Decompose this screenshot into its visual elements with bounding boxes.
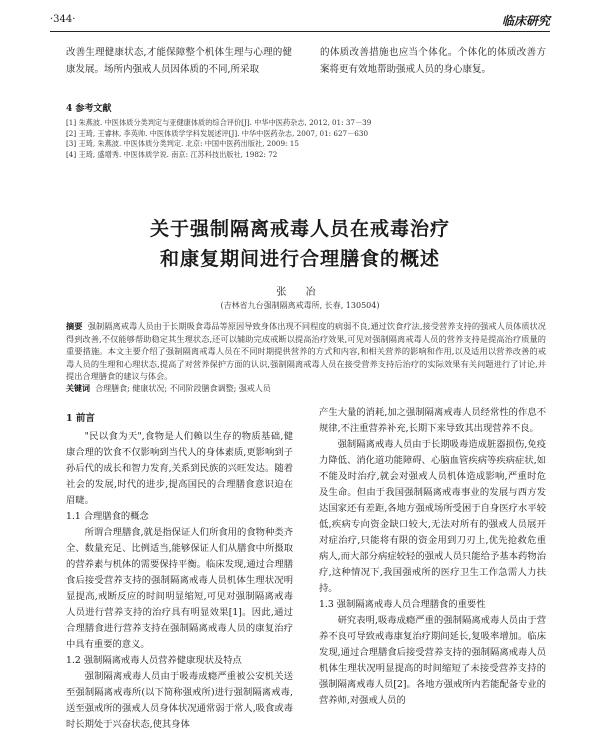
title-line-1: 关于强制隔离戒毒人员在戒毒治疗 bbox=[149, 218, 450, 240]
paragraph: 产生大量的消耗,加之强制隔离戒毒人员经常性的作息不规律,不注重营养补充,长期下来导致其出现营养不良。 bbox=[319, 407, 546, 434]
keywords bbox=[66, 383, 546, 394]
keywords-label: 关键词 bbox=[66, 383, 90, 393]
author-affiliation: (吉林省九台强制隔离戒毒所, 长春, 130504) bbox=[220, 301, 380, 310]
heading-1-3: 1.3 强制隔离戒毒人员合理膳食的重要性 bbox=[319, 599, 486, 610]
header-rule bbox=[50, 31, 550, 32]
abstract-text: 强制隔离戒毒人员由于长期吸食毒品等原因导致身体出现不同程度的病弱不良,通过饮食疗法,接受营养支持的强戒人员体质状况得到改善,不仅能够帮助稳定其生理状态,还可以辅助完成戒断以提高治疗效果,可见对强制隔离戒毒人员的营养支持是提高治疗质量的重要措施。本文主要介绍了强制隔离戒毒人员在不同时期提供营养的方式和内容,和相关营养的影响和作用,以及适用以营养改善的戒毒人员的生理和心理状态,提高了对营养保护方面的认识,强制隔离戒毒人员在接受营养支持后治疗的实际效果有关问题进行了讨论,并提出合理膳食的建议与体会。 bbox=[66, 321, 546, 381]
tail-left-text: 改善生理健康状态,才能保障整个机体生理与心理的健康发展。场所内强戒人员因体质的不同,所采取 bbox=[66, 47, 292, 75]
reference-item: [3] 王琦, 朱燕波. 中医体质分类判定. 北京: 中国中医药出版社, 2009: 15 bbox=[66, 139, 299, 148]
author-name: 张 冶 bbox=[276, 287, 324, 298]
references-heading: 4 参考文献 bbox=[66, 104, 112, 114]
heading-1-2: 1.2 强制隔离戒毒人员营养健康现状及特点 bbox=[66, 655, 242, 666]
page-header bbox=[50, 10, 550, 32]
paragraph: 强制隔离戒毒人员由于吸毒成瘾严重被公安机关送至强制隔离戒毒所(以下简称强戒所)进行强制隔离戒毒,送至强戒所的强戒人员身体状况通常弱于常人,吸食或毒时长期处于兴奋状态,使其身体 bbox=[66, 671, 293, 730]
paragraph: 所谓合理膳食,就是指保证人们所食用的食物种类齐全、数量充足、比例适当,能够保证人们从膳食中所摄取的营养素与机体的需要保持平衡。临床发现,通过合理膳食后接受营养支持的强制隔离戒毒人员机体生理状况明显提高,戒断反应的时间明显缩短,可见对强制隔离戒毒人员进行营养支持的治疗具有明显效果[1]。因此,通过合理膳食进行营养支持在强制隔离戒毒人员的康复治疗中具有重要的意义。 bbox=[66, 527, 293, 650]
paragraph: "民以食为天",食物是人们赖以生存的物质基础,健康合理的饮食不仅影响到当代人的身体素质,更影响到子孙后代的成长和智力发育,关系到民族的兴旺发达。随着社会的发展,时代的进步,提高国民的合理膳食意识迫在眉睫。 bbox=[66, 431, 293, 506]
title-line-2: 和康复期间进行合理膳食的概述 bbox=[159, 248, 440, 270]
references-section bbox=[66, 101, 546, 160]
paragraph: 研究表明,吸毒成瘾严重的强制隔离戒毒人员由于营养不良可导致戒毒康复治疗期间延长,复吸率增加。临床发现,通过合理膳食后接受营养支持的强制隔离戒毒人员机体生理状况明显提高的时间缩短了未接受营养支持的强制隔离戒毒人员[2]。各地方强戒所内若能配备专业的营养师,对强戒人员的 bbox=[319, 615, 546, 706]
previous-article-tail bbox=[66, 44, 546, 78]
heading-introduction: 1 前言 bbox=[66, 413, 95, 424]
abstract bbox=[66, 320, 546, 383]
tail-right-text: 的体质改善措施也应当个体化。个体化的体质改善方案将更有效地帮助强戒人员的身心康复。 bbox=[320, 47, 546, 75]
reference-item: [2] 王琦, 王睿林, 李英帅. 中医体质学学科发展述评[J]. 中华中医药杂志, 2007, 01: 627－630 bbox=[66, 128, 369, 138]
reference-item: [4] 王琦, 盛增秀. 中医体质学说. 南京: 江苏科技出版社, 1982: 72 bbox=[66, 149, 278, 159]
body-left-column bbox=[66, 405, 293, 730]
article-title bbox=[0, 214, 600, 274]
article-body bbox=[66, 405, 546, 730]
keywords-text: 合理膳食; 健康状况; 不同阶段膳食调整; 强戒人员 bbox=[95, 384, 271, 393]
section-title: 临床研究 bbox=[501, 14, 550, 28]
body-right-column bbox=[319, 405, 546, 723]
abstract-label: 摘要 bbox=[66, 321, 83, 331]
paragraph: 强制隔离戒毒人员由于长期吸毒造成脏器损伤,免疫力降低、消化道功能障碍、心脑血管疾病等疾病症状,如不能及时治疗,就会对强戒人员机体造成影响,严重时危及生命。但由于我国强制隔离戒毒事业的发展与西方发达国家还有差距,各地方强戒场所受困于自身医疗水平较低,疾病专向资金缺口较大,无法对所有的强戒人员展开对症治疗,只能将有限的资金用到刀刃上,优先抢救危重病人,而大部分病症较轻的强戒人员只能给予基本药物治疗,这种情况下,我国强戒所的医疗卫生工作急需人力扶持。 bbox=[319, 439, 546, 594]
reference-item: [1] 朱燕波. 中医体质分类判定与亚健康体质的综合评价[J]. 中华中医药杂志, 2012, 01: 37－39 bbox=[66, 118, 372, 127]
heading-1-1: 1.1 合理膳食的概念 bbox=[66, 511, 149, 522]
page-number: ·344· bbox=[50, 14, 76, 25]
